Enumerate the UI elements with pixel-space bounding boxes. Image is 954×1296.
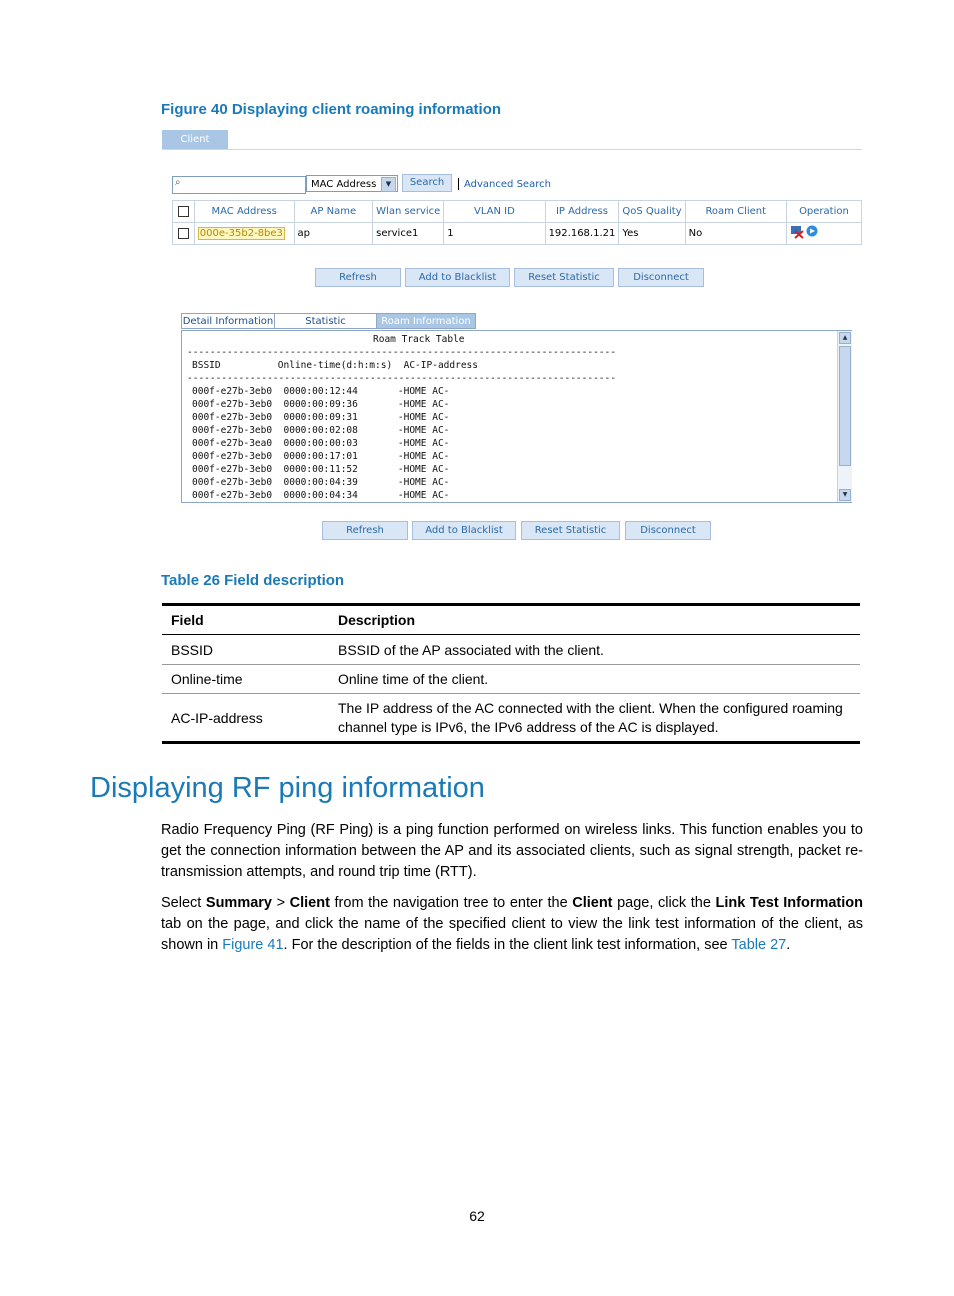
add-to-blacklist-button[interactable]: Add to Blacklist: [405, 268, 510, 287]
col-ap-name[interactable]: AP Name: [294, 201, 373, 223]
scroll-up-icon[interactable]: ▲: [839, 332, 851, 344]
roam-rows: [192, 385, 449, 502]
roam-row: 000f-e27b-3ea0 0000:00:00:03 -HOME AC-: [192, 438, 450, 449]
field-description: BSSID of the AP associated with the client.: [329, 635, 860, 665]
intro-paragraph: Radio Frequency Ping (RF Ping) is a ping function performed on wireless links. This function enables you to get the connection information between the AP and its associated clients, such as signal strength, packet re-transmission attempts, and round trip time (RTT).: [161, 822, 863, 880]
para2-text-2: >: [272, 895, 290, 911]
add-to-blacklist-button-2[interactable]: Add to Blacklist: [412, 521, 516, 540]
refresh-button[interactable]: Refresh: [315, 268, 401, 287]
figure-caption: Figure 40 Displaying client roaming information: [161, 101, 502, 118]
table-row: [173, 223, 862, 245]
disconnect-button-2[interactable]: Disconnect: [625, 521, 711, 540]
cell-wlan-service: service1: [373, 223, 444, 245]
col-wlan-service[interactable]: Wlan service: [373, 201, 444, 223]
table-row: [162, 665, 860, 694]
cell-ap-name: ap: [294, 223, 373, 245]
col-operation: Operation: [786, 201, 861, 223]
cell-operation: [786, 223, 861, 245]
tab-roam-information[interactable]: Roam Information: [377, 313, 476, 329]
menu-summary: Summary: [205, 895, 272, 911]
roam-divider-top: ---------------------------------------------------------------------------: [187, 347, 616, 358]
cell-roam-client: No: [685, 223, 786, 245]
cell-qos-quality: Yes: [619, 223, 685, 245]
field-name: Online-time: [162, 665, 329, 694]
roam-row: 000f-e27b-3eb0 0000:00:02:08 -HOME AC-: [192, 425, 450, 436]
roam-row: 000f-e27b-3eb0 0000:00:04:39 -HOME AC-: [192, 477, 450, 488]
cell-mac: [194, 223, 294, 245]
search-icon: ⌕: [175, 177, 181, 188]
search-field-value: MAC Address: [311, 179, 377, 190]
figure-41-link[interactable]: Figure 41: [222, 937, 284, 953]
col-mac-address[interactable]: MAC Address: [194, 201, 294, 223]
row-select-cell: [173, 223, 195, 245]
select-all-checkbox[interactable]: [178, 206, 189, 217]
field-name: AC-IP-address: [162, 694, 329, 743]
tab-strip: [162, 130, 862, 150]
disconnect-icon[interactable]: [791, 226, 803, 238]
table-header-row: [173, 201, 862, 223]
field-description-table: [162, 603, 860, 744]
para2-text-1: Select: [161, 895, 206, 911]
page-client: Client: [572, 895, 613, 911]
refresh-button-2[interactable]: Refresh: [322, 521, 408, 540]
advanced-search-link[interactable]: Advanced Search: [458, 178, 551, 190]
col-roam-client[interactable]: Roam Client: [685, 201, 786, 223]
reset-statistic-button[interactable]: Reset Statistic: [514, 268, 614, 287]
client-mac-link[interactable]: 000e-35b2-8be3: [199, 228, 283, 239]
menu-client: Client: [289, 895, 330, 911]
play-icon[interactable]: [806, 226, 817, 237]
col-qos-quality[interactable]: QoS Quality: [619, 201, 685, 223]
operation-icons: [790, 225, 820, 239]
roam-table-title: Roam Track Table: [373, 334, 465, 345]
roam-row: 000f-e27b-3eb0 0000:00:09:36 -HOME AC-: [192, 399, 450, 410]
tab-link-test: Link Test Information: [715, 895, 864, 911]
para2-text-5: tab on the page, and click the name of the specified client to view the link test information of the client, as shown in: [161, 916, 863, 953]
roam-column-header: BSSID Online-time(d:h:m:s) AC-IP-address: [192, 360, 478, 371]
para2-text-7: .: [786, 937, 791, 953]
scroll-down-icon[interactable]: ▼: [839, 489, 851, 501]
col-vlan-id[interactable]: VLAN ID: [444, 201, 545, 223]
roam-row: 000f-e27b-3eb0 0000:00:04:34 -HOME AC-: [192, 490, 450, 501]
search-field-select[interactable]: [306, 175, 398, 192]
tab-client[interactable]: Client: [162, 130, 228, 149]
search-button[interactable]: Search: [402, 174, 452, 192]
client-table: [172, 200, 862, 245]
cell-vlan-id: 1: [444, 223, 545, 245]
table-caption: Table 26 Field description: [161, 572, 345, 589]
field-description: The IP address of the AC connected with the client. When the configured roaming channel type is IPv6, the IPv6 address of the AC is displayed.: [329, 694, 860, 743]
cell-ip-address: 192.168.1.21: [545, 223, 619, 245]
roam-row: 000f-e27b-3eb0 0000:00:17:01 -HOME AC-: [192, 451, 450, 462]
header-field: Field: [162, 605, 329, 635]
roam-divider-mid: ---------------------------------------------------------------------------: [187, 373, 616, 384]
field-description: Online time of the client.: [329, 665, 860, 694]
tab-statistic-information[interactable]: Statistic: [275, 313, 377, 329]
para2-text-6: . For the description of the fields in the client link test information, see: [283, 937, 732, 953]
para2-text-3: from the navigation tree to enter the: [329, 895, 573, 911]
disconnect-button[interactable]: Disconnect: [618, 268, 704, 287]
field-name: BSSID: [162, 635, 329, 665]
roam-row: 000f-e27b-3eb0 0000:00:11:52 -HOME AC-: [192, 464, 450, 475]
roam-row: 000f-e27b-3eb0 0000:00:09:31 -HOME AC-: [192, 412, 450, 423]
instruction-paragraph: [161, 893, 863, 956]
row-checkbox[interactable]: [178, 228, 189, 239]
table-header-row: [162, 605, 860, 635]
reset-statistic-button-2[interactable]: Reset Statistic: [521, 521, 620, 540]
chevron-down-icon: ▼: [381, 177, 396, 192]
table-row: [162, 694, 860, 743]
col-ip-address[interactable]: IP Address: [545, 201, 619, 223]
table-27-link[interactable]: Table 27: [731, 937, 787, 953]
page-number: 62: [469, 1208, 485, 1224]
roam-scrollbar[interactable]: [837, 331, 852, 502]
section-heading: Displaying RF ping information: [90, 772, 485, 804]
scroll-thumb[interactable]: [839, 346, 851, 466]
header-description: Description: [329, 605, 860, 635]
select-all-cell: [173, 201, 195, 223]
table-row: [162, 635, 860, 665]
search-input[interactable]: [172, 176, 306, 194]
para2-text-4: page, click the: [612, 895, 716, 911]
tab-detail-information[interactable]: Detail Information: [181, 313, 275, 329]
roam-row: 000f-e27b-3eb0 0000:00:12:44 -HOME AC-: [192, 386, 450, 397]
